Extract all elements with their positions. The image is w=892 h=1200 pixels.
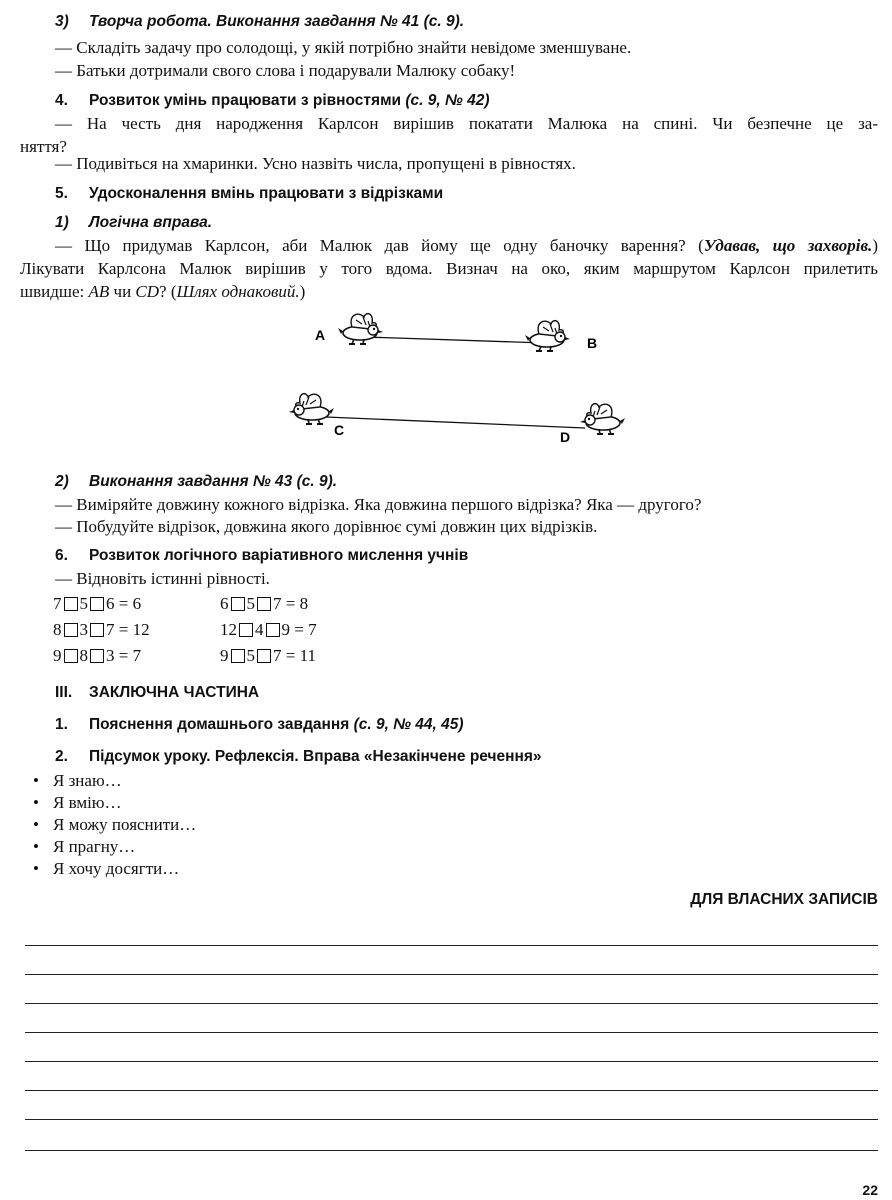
- note-line[interactable]: [25, 945, 878, 946]
- section-number: 5.: [55, 185, 68, 202]
- text-line: — Складіть задачу про солодощі, у якій потрібно знайти невідоме зменшуване.: [55, 38, 632, 57]
- equation-row: 9 5 7 = 11: [220, 646, 316, 665]
- bird-icon: [289, 394, 334, 424]
- part-heading-conclusion: [55, 683, 259, 703]
- note-line[interactable]: [25, 1119, 878, 1120]
- blank-box[interactable]: [266, 623, 280, 637]
- bird-icon: [525, 321, 570, 351]
- equation-row: 12 4 9 = 7: [220, 620, 317, 639]
- subsection-heading-task-43: [55, 472, 337, 492]
- subsection-number: 3): [55, 13, 69, 30]
- subsection-heading-creative-work: [55, 12, 464, 32]
- subsection-number: 1): [55, 214, 69, 231]
- list-item: • Я знаю…: [33, 771, 122, 790]
- notes-title: ДЛЯ ВЛАСНИХ ЗАПИСІВ: [690, 891, 878, 908]
- section-number: 4.: [55, 92, 68, 109]
- section-heading-4: [55, 91, 489, 111]
- section-heading-summary: [55, 747, 542, 767]
- note-line[interactable]: [25, 1150, 878, 1151]
- text-line: — Побудуйте відрізок, довжина якого дорівнює сумі довжин цих відрізків.: [55, 517, 598, 536]
- bird-icon: [338, 314, 383, 344]
- point-c-label: C: [334, 422, 345, 438]
- section-heading-homework: [55, 715, 464, 735]
- text-line: — Відновіть істинні рівності.: [55, 569, 270, 588]
- segment-ab: [365, 337, 545, 343]
- section-title: Розвиток логічного варіативного мислення учнів: [89, 547, 469, 564]
- part-number: III.: [55, 684, 73, 701]
- section-heading-5: [55, 184, 443, 204]
- note-line[interactable]: [25, 974, 878, 975]
- bullet-icon: •: [33, 815, 39, 834]
- blank-box[interactable]: [231, 649, 245, 663]
- section-number: 2.: [55, 748, 68, 765]
- list-item: • Я прагну…: [33, 837, 136, 856]
- blank-box[interactable]: [90, 623, 104, 637]
- blank-box[interactable]: [257, 649, 271, 663]
- equation-row: 6 5 7 = 8: [220, 594, 309, 613]
- section-title: Удосконалення вмінь працювати з відрізками: [89, 185, 444, 202]
- point-a-label: A: [315, 327, 326, 343]
- equation-row: 8 3 7 = 12: [53, 620, 150, 639]
- text-line: — Виміряйте довжину кожного відрізка. Яка довжина першого відрізка? Яка — другого?: [55, 495, 702, 514]
- text-line: — На честь дня народження Карлсон вирішив покатати Малюка на спині. Чи безпечне це за-: [55, 114, 878, 133]
- section-heading-6: [55, 546, 468, 566]
- page-number: 22: [862, 1182, 878, 1198]
- part-title: ЗАКЛЮЧНА ЧАСТИНА: [89, 684, 260, 701]
- bullet-icon: •: [33, 771, 39, 790]
- list-item: • Я вмію…: [33, 793, 122, 812]
- subsection-number: 2): [55, 473, 69, 490]
- equation-row: 7 5 6 = 6: [53, 594, 142, 613]
- section-number: 6.: [55, 547, 68, 564]
- bullet-icon: •: [33, 859, 39, 878]
- note-line[interactable]: [25, 1032, 878, 1033]
- note-line[interactable]: [25, 1090, 878, 1091]
- text-line: — Подивіться на хмаринки. Усно назвіть числа, пропущені в рівностях.: [55, 154, 576, 173]
- text-line: няття?: [20, 137, 67, 156]
- subsection-title: Творча робота. Виконання завдання № 41 (с. 9).: [89, 13, 465, 30]
- blank-box[interactable]: [239, 623, 253, 637]
- section-reference: (с. 9, № 44, 45): [353, 716, 464, 733]
- point-b-label: B: [587, 335, 598, 351]
- blank-box[interactable]: [90, 649, 104, 663]
- segments-figure: [260, 305, 640, 455]
- subsection-heading-logic-exercise: [55, 213, 212, 233]
- text-line: Лікувати Карлсона Малюк вирішив у того вдома. Визнач на око, яким маршрутом Карлсон прилетить: [20, 259, 878, 278]
- subsection-title: Виконання завдання № 43 (с. 9).: [89, 473, 338, 490]
- blank-box[interactable]: [231, 597, 245, 611]
- section-title: Підсумок уроку. Рефлексія. Вправа «Незакінчене речення»: [89, 748, 542, 765]
- bird-icon: [580, 404, 625, 434]
- text-line: — Що придумав Карлсон, аби Малюк дав йому ще одну баночку варення? (Удавав, що захворів.): [55, 236, 878, 255]
- bullet-icon: •: [33, 793, 39, 812]
- note-line[interactable]: [25, 1061, 878, 1062]
- section-reference: (с. 9, № 42): [405, 92, 490, 109]
- blank-box[interactable]: [64, 623, 78, 637]
- subsection-title: Логічна вправа.: [89, 214, 213, 231]
- blank-box[interactable]: [257, 597, 271, 611]
- point-d-label: D: [560, 429, 571, 445]
- blank-box[interactable]: [90, 597, 104, 611]
- bullet-icon: •: [33, 837, 39, 856]
- equation-row: 9 8 3 = 7: [53, 646, 142, 665]
- blank-box[interactable]: [64, 597, 78, 611]
- text-line: — Батьки дотримали свого слова і подарували Малюку собаку!: [55, 61, 516, 80]
- note-line[interactable]: [25, 1003, 878, 1004]
- text-line: швидше: AB чи CD? (Шлях однаковий.): [20, 282, 306, 301]
- section-title: Пояснення домашнього завдання: [89, 716, 350, 733]
- section-title: Розвиток умінь працювати з рівностями: [89, 92, 402, 109]
- section-number: 1.: [55, 716, 68, 733]
- list-item: • Я хочу досягти…: [33, 859, 180, 878]
- segment-cd: [326, 417, 585, 428]
- list-item: • Я можу пояснити…: [33, 815, 197, 834]
- blank-box[interactable]: [64, 649, 78, 663]
